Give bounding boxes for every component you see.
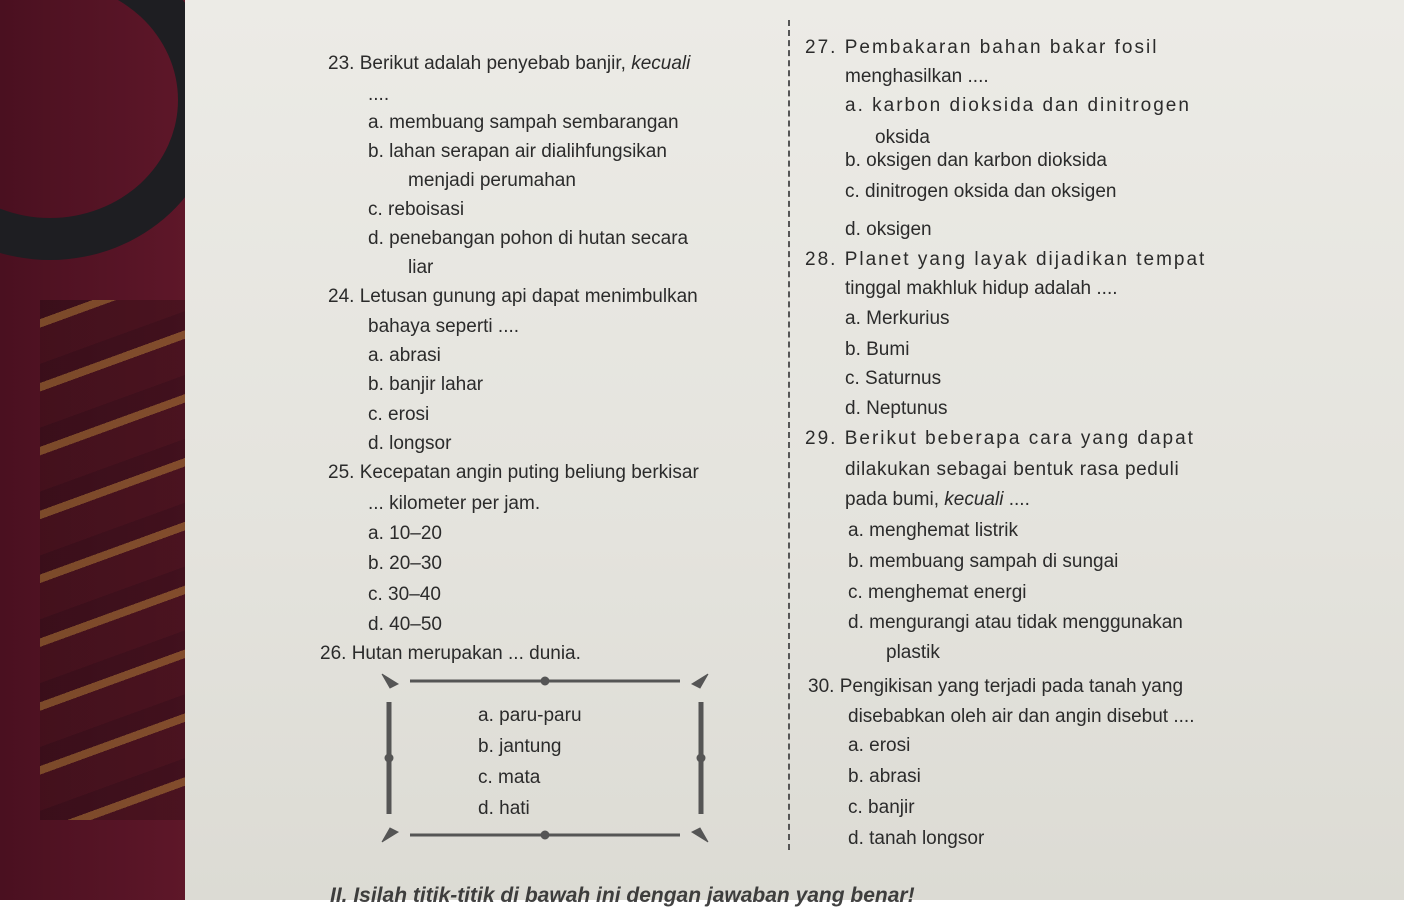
- option-a: a. menghemat listrik: [848, 520, 1019, 541]
- question-stem: Letusan gunung api dapat menimbulkan: [359, 286, 698, 307]
- option-c: c. Saturnus: [845, 368, 942, 389]
- ornamental-border: [380, 672, 710, 844]
- question-stem-emphasis: kecuali: [944, 489, 1004, 510]
- question-stem: Pembakaran bahan bakar fosil: [844, 37, 1159, 58]
- option-d: d. 40–50: [368, 614, 442, 635]
- option-c: c. reboisasi: [368, 199, 465, 220]
- question-stem: Pengikisan yang terjadi pada tanah yang: [839, 676, 1184, 697]
- question-stem: disebabkan oleh air dan angin disebut ....: [848, 706, 1195, 727]
- option-a: a. karbon dioksida dan dinitrogen: [845, 95, 1191, 116]
- background-decoration: [40, 300, 190, 820]
- question-stem: ....: [1003, 489, 1030, 510]
- option-d: d. penebangan pohon di hutan secara: [368, 228, 689, 249]
- option-d: d. oksigen: [845, 219, 932, 240]
- option-a: a. erosi: [848, 735, 911, 756]
- question-stem-emphasis: kecuali: [631, 53, 691, 74]
- question-number: 26.: [320, 643, 347, 664]
- question-number: 23.: [328, 53, 355, 74]
- option-a: a. 10–20: [368, 523, 442, 544]
- question-number: 27.: [805, 37, 838, 58]
- option-b: b. banjir lahar: [368, 374, 484, 395]
- option-a: a. Merkurius: [845, 308, 950, 329]
- question-number: 28.: [805, 249, 838, 270]
- question-number: 29.: [805, 428, 838, 449]
- option-b: b. abrasi: [848, 766, 921, 787]
- option-a: a. paru-paru: [478, 705, 582, 726]
- option-d: d. mengurangi atau tidak menggunakan: [848, 612, 1183, 633]
- option-d: d. Neptunus: [845, 398, 948, 419]
- question-number: 30.: [808, 676, 835, 697]
- option-d-continued: plastik: [886, 642, 940, 663]
- options-frame: [380, 672, 710, 844]
- question-stem: menghasilkan ....: [845, 66, 989, 87]
- question-stem: Planet yang layak dijadikan tempat: [844, 249, 1207, 270]
- option-c: c. banjir: [848, 797, 915, 818]
- option-d: d. tanah longsor: [848, 828, 985, 849]
- question-stem: Berikut adalah penyebab banjir,: [359, 53, 632, 74]
- question-stem: Kecepatan angin puting beliung berkisar: [359, 462, 699, 483]
- option-b: b. 20–30: [368, 553, 442, 574]
- option-c: c. 30–40: [368, 584, 441, 605]
- option-c: c. menghemat energi: [848, 582, 1027, 603]
- question-number: 24.: [328, 286, 355, 307]
- column-divider: [788, 20, 790, 850]
- option-b: b. Bumi: [845, 339, 910, 360]
- question-stem: dilakukan sebagai bentuk rasa peduli: [845, 459, 1180, 480]
- question-stem: Hutan merupakan ... dunia.: [351, 643, 581, 664]
- option-d: d. hati: [478, 798, 530, 819]
- section-heading: II. Isilah titik-titik di bawah ini dengan jawaban yang benar!: [330, 884, 915, 907]
- question-stem: ... kilometer per jam.: [368, 493, 541, 514]
- option-b: b. membuang sampah di sungai: [848, 551, 1119, 572]
- option-a-continued: oksida: [875, 127, 930, 148]
- question-number: 25.: [328, 462, 355, 483]
- option-b: b. lahan serapan air dialihfungsikan: [368, 141, 667, 162]
- question-stem: bahaya seperti ....: [368, 316, 520, 337]
- option-d: d. longsor: [368, 433, 452, 454]
- question-stem: ....: [368, 84, 390, 105]
- option-d-continued: liar: [408, 257, 434, 278]
- option-b-continued: menjadi perumahan: [408, 170, 576, 191]
- option-b: b. jantung: [478, 736, 562, 757]
- option-c: c. dinitrogen oksida dan oksigen: [845, 181, 1117, 202]
- question-stem: pada bumi,: [845, 489, 945, 510]
- option-b: b. oksigen dan karbon dioksida: [845, 150, 1107, 171]
- option-c: c. mata: [478, 767, 541, 788]
- question-stem: Berikut beberapa cara yang dapat: [844, 428, 1195, 449]
- question-stem: tinggal makhluk hidup adalah ....: [845, 278, 1118, 299]
- option-c: c. erosi: [368, 404, 430, 425]
- option-a: a. abrasi: [368, 345, 441, 366]
- option-a: a. membuang sampah sembarangan: [368, 112, 679, 133]
